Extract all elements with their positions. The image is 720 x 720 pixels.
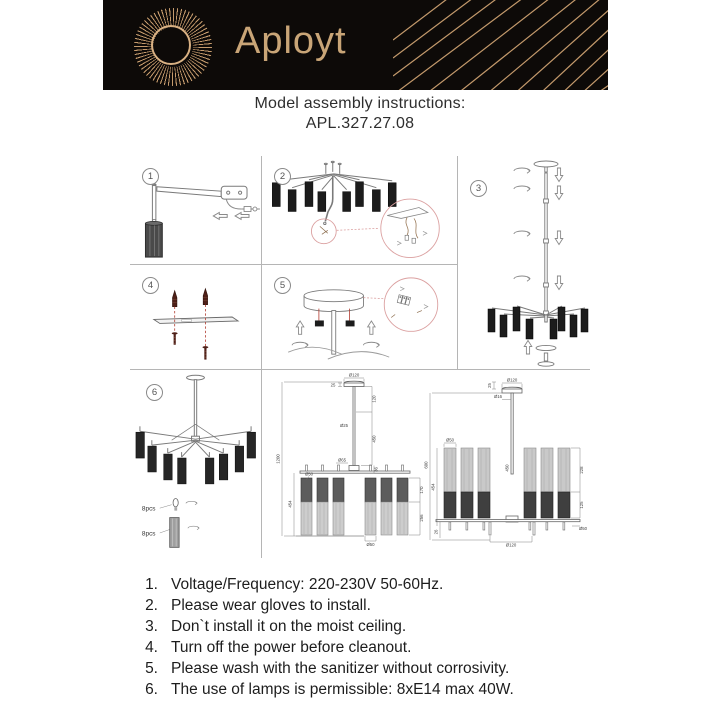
step-2-cell [262, 156, 458, 265]
instruction-item [136, 574, 514, 595]
shades [272, 182, 396, 212]
dim-label: Ø120 [348, 372, 360, 378]
dim-label: 25 [487, 383, 492, 388]
brand-name: Aployt [235, 20, 347, 62]
dim-label: 454 [287, 500, 293, 508]
instruction-number: 2. [145, 597, 158, 614]
dim-label: 36 [373, 467, 379, 472]
dim-label: 25 [330, 382, 336, 388]
step-5-cell [262, 265, 458, 370]
dim-label: Ø16 [493, 394, 503, 399]
sunburst-logo-icon [134, 8, 212, 86]
side-shades [301, 478, 408, 535]
decorative-rays [393, 0, 608, 90]
step-4-cell [130, 265, 262, 370]
wall-anchors [173, 289, 208, 307]
instruction-number: 5. [145, 660, 158, 677]
instruction-item [136, 637, 514, 658]
dim-label: Ø120 [505, 542, 517, 548]
instruction-text: Please wash with the sanitizer without corrosivity. [171, 660, 510, 677]
dim-label: Ø120 [506, 377, 518, 383]
step-1-number: 1 [142, 168, 159, 185]
step-3-number: 3 [470, 180, 487, 197]
insert-arrows-icon [213, 212, 249, 219]
step-2-number: 2 [274, 168, 291, 185]
step-6-cell [130, 370, 262, 558]
dim-label: 454 [430, 483, 436, 491]
front-shades [444, 448, 570, 518]
technical-drawings-cell [262, 370, 590, 558]
step-1-cell [130, 156, 262, 265]
shade-cylinder [145, 221, 162, 257]
assembly-steps-grid [130, 156, 590, 558]
dim-label: Ø50 [445, 437, 455, 443]
title-block [0, 94, 720, 134]
dim-label: 26 [433, 529, 439, 535]
bracket-slot [182, 319, 192, 321]
instruction-text: Voltage/Frequency: 220-230V 50-60Hz. [171, 576, 444, 593]
instruction-item [136, 595, 514, 616]
instruction-text: Please wear gloves to install. [171, 597, 371, 614]
dim-label: Ø50 [304, 471, 314, 477]
rod-exploded [534, 161, 558, 315]
dim-label: 125 [579, 501, 584, 509]
instruction-item [136, 616, 514, 637]
brand-banner [103, 0, 608, 90]
instruction-number: 1. [145, 576, 158, 593]
dim-label: 450 [371, 435, 377, 443]
instruction-number: 3. [145, 618, 158, 635]
instruction-text: The use of lamps is permissible: 8xE14 max 40W. [171, 681, 514, 698]
dim-label: 600 [423, 461, 429, 469]
instruction-number: 4. [145, 639, 158, 656]
dim-label: 120 [371, 395, 377, 403]
dim-label: 1200 [275, 454, 281, 464]
instruction-text: Don`t install it on the moist ceiling. [171, 618, 407, 635]
page-title: Model assembly instructions: [254, 95, 466, 112]
instruction-text: Turn off the power before cleanout. [171, 639, 412, 656]
front-view-drawing [424, 378, 588, 548]
alignment-lines [175, 305, 206, 347]
step2-diagram [262, 156, 457, 264]
lamp-qty-label: 8pcs [141, 505, 156, 513]
step-5-number: 5 [274, 277, 291, 294]
parts-quantity [142, 499, 199, 548]
dim-label: 228 [579, 466, 584, 474]
step-3-cell [458, 156, 590, 370]
screws [172, 332, 209, 359]
step-4-number: 4 [142, 277, 159, 294]
instruction-item [136, 679, 514, 700]
instruction-number: 6. [145, 681, 158, 698]
ray-lines [393, 0, 608, 90]
instruction-item [136, 658, 514, 679]
dim-label: Ø50 [366, 542, 375, 547]
dim-label: 170 [419, 486, 424, 494]
sunburst-ring [151, 25, 191, 65]
side-view-drawing [276, 373, 425, 548]
model-number: APL.327.27.08 [305, 115, 415, 132]
dim-label: 450 [504, 464, 510, 472]
technical-drawing [262, 370, 590, 558]
dim-label: Ø65 [337, 457, 347, 463]
step-6-number: 6 [146, 384, 163, 401]
mounting-bracket [154, 317, 238, 323]
dim-label: 256 [419, 514, 424, 522]
terminal-detail-callout [363, 278, 437, 331]
ceiling-line [288, 347, 389, 359]
shade-qty-label: 8pcs [141, 530, 156, 538]
ceiling-canopy [304, 290, 363, 354]
dim-label: Ø50 [578, 526, 588, 531]
dim-label: Ø25 [339, 423, 349, 428]
instructions-list [136, 574, 514, 700]
shades [488, 307, 588, 339]
step5-diagram [262, 265, 457, 369]
bulb-insert [524, 341, 556, 367]
